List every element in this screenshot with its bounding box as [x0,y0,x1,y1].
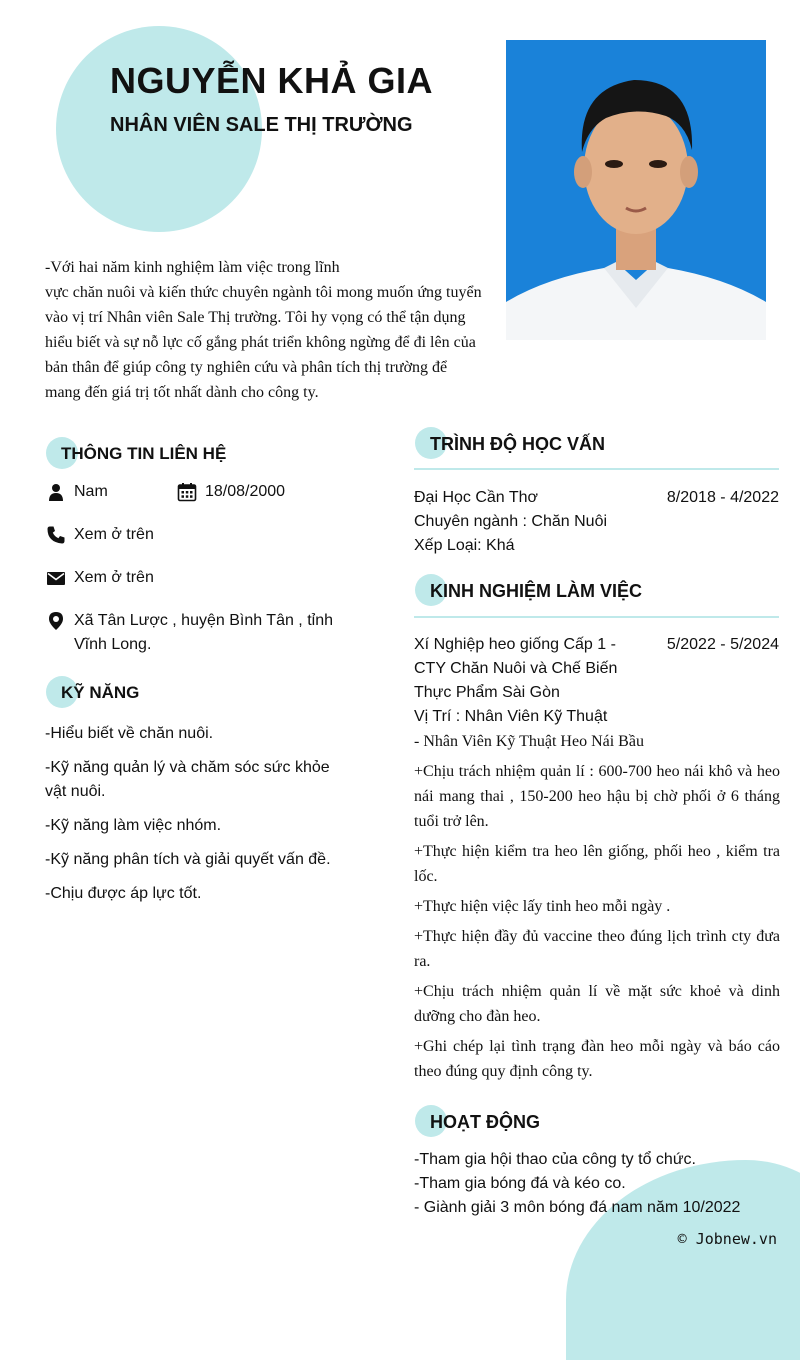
list-item: -Tham gia bóng đá và kéo co. [414,1175,626,1192]
phone-icon [46,525,66,545]
activities-title-label: HOẠT ĐỘNG [430,1112,540,1132]
calendar-icon [177,482,197,502]
birthday-value: 18/08/2000 [205,483,286,500]
section-divider [414,468,779,470]
job-position: Vị Trí : Nhân Viên Kỹ Thuật [414,708,608,725]
contact-gender [46,480,108,504]
list-item: -Kỹ năng quản lý và chăm sóc sức khỏe vật nuôi. [45,759,330,800]
list-item: - Giành giải 3 môn bóng đá nam năm 10/2022 [414,1199,741,1216]
copyright-text: © Jobnew.vn [677,1230,777,1248]
school-name: Đại Học Cần Thơ [414,489,539,506]
education-grade: Xếp Loại: Khá [414,537,515,554]
skills-title-label: KỸ NĂNG [61,683,140,702]
job-role: - Nhân Viên Kỹ Thuật Heo Nái Bầu [414,733,644,750]
objective-text: vực chăn nuôi và kiến thức chuyên ngành tôi mong muốn ứng tuyển vào vị trí Nhân viên Sale Thị trường. Tôi hy vọng có thể tận dụng hiểu biết và sự nỗ lực cố gắng phát triển không ngừng để đi lên của bản thân để giúp công ty nghiên cứu và phân tích thị trường để mang đến giá trị tốt nhất dành cho công ty. [45,284,482,401]
career-objective [45,255,485,405]
duty-item: +Thực hiện kiểm tra heo lên giống, phối heo , kiểm tra lốc. [414,843,780,885]
experience-title-label: KINH NGHIỆM LÀM VIỆC [430,581,643,601]
objective-first-line: -Với hai năm kinh nghiệm làm việc trong lĩnh [45,259,340,276]
contact-phone [46,523,154,547]
skills-list [45,722,335,916]
education-major: Chuyên ngành : Chăn Nuôi [414,513,608,530]
contact-email [46,566,154,590]
list-item: -Kỹ năng làm việc nhóm. [45,817,222,834]
contact-address [46,609,346,657]
list-item: -Chịu được áp lực tốt. [45,885,202,902]
duty-item: +Chịu trách nhiệm quản lí về mặt sức khoẻ và dinh dưỡng cho đàn heo. [414,983,780,1025]
email-value: Xem ở trên [74,569,154,586]
education-dates: 8/2018 - 4/2022 [666,489,779,506]
education-section-title [415,427,775,457]
gender-value: Nam [74,483,108,500]
experience-dates: 5/2022 - 5/2024 [666,636,779,653]
list-item: -Kỹ năng phân tích và giải quyết vấn đề. [45,851,331,868]
education-details [414,486,780,558]
contact-title-label: THÔNG TIN LIÊN HỆ [61,444,227,463]
contact-section-title [46,437,346,467]
phone-value: Xem ở trên [74,526,154,543]
activities-list [414,1148,794,1220]
duty-item: +Chịu trách nhiệm quản lí : 600-700 heo nái khô và heo nái mang thai , 150-200 heo hậu bị chờ phối ở 6 tháng tuổi trở lên. [414,763,780,830]
skills-section-title [46,676,346,706]
address-value: Xã Tân Lược , huyện Bình Tân , tỉnh Vĩnh Long. [74,612,333,653]
user-icon [46,482,66,502]
candidate-name: NGUYỄN KHẢ GIA [110,60,434,101]
duty-item: +Ghi chép lại tình trạng đàn heo mỗi ngày và báo cáo theo đúng quy định công ty. [414,1038,780,1080]
profile-photo [506,40,766,340]
job-title: NHÂN VIÊN SALE THỊ TRƯỜNG [110,114,413,136]
mail-icon [46,568,66,588]
duty-item: +Thực hiện đầy đủ vaccine theo đúng lịch trình cty đưa ra. [414,928,780,970]
activities-section-title [415,1105,775,1135]
location-pin-icon [46,611,66,631]
experience-details [414,633,780,1089]
experience-section-title [415,574,775,604]
section-divider [414,616,779,618]
list-item: -Tham gia hội thao của công ty tổ chức. [414,1151,696,1168]
education-title-label: TRÌNH ĐỘ HỌC VẤN [430,434,605,454]
company-name: Xí Nghiệp heo giống Cấp 1 - CTY Chăn Nuôi và Chế Biến Thực Phẩm Sài Gòn [414,636,618,701]
duty-item: +Thực hiện việc lấy tinh heo mỗi ngày . [414,898,671,915]
contact-birthday [177,480,285,504]
list-item: -Hiểu biết về chăn nuôi. [45,725,214,742]
